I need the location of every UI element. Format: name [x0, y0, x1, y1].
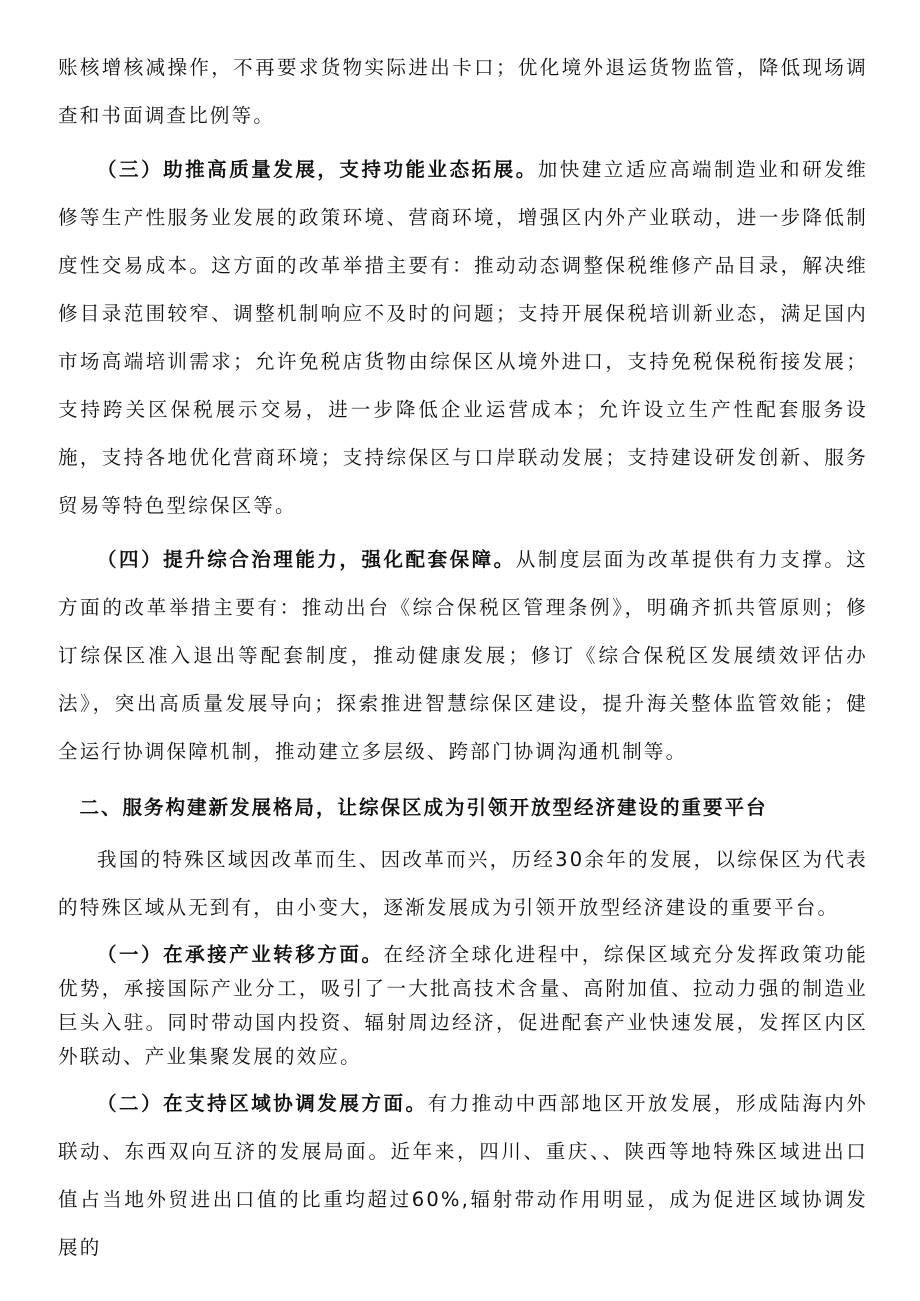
paragraph-text: 加快建立适应高端制造业和研发维修等生产性服务业发展的政策环境、营商环境，增强区内外产业联动，进一步降低制度性交易成本。这方面的改革举措主要有：推动动态调整保税维修产品目录，解决维修目录范围较窄、调整机制响应不及时的问题；支持开展保税培训新业态，满足国内市场高端培训需求；允许免税店货物由综保区从境外进口，支持免税保税衔接发展；支持跨关区保税展示交易，进一步降低企业运营成本；允许设立生产性配套服务设施，支持各地优化营商环境；支持综保区与口岸联动发展；支持建设研发创新、服务贸易等特色型综保区等。 — [58, 158, 868, 517]
section-heading: 二、服务构建新发展格局，让综保区成为引领开放型经济建设的重要平台 — [79, 796, 768, 819]
paragraph-four — [58, 536, 868, 776]
paragraph-text: 账核增核减操作，不再要求货物实际进出卡口；优化境外退运货物监管，降低现场调查和书面调查比例等。 — [58, 56, 868, 127]
paragraph-text: 有力推动中西部地区开放发展，形成陆海内外联动、东西双向互济的发展局面。近年来，四川、重庆、、陕西等地特殊区域进出口值占当地外贸进出口值的比重均超过60%,辐射带动作用明显，成为促进区域协调发展的 — [58, 1092, 868, 1259]
section-intro-paragraph — [58, 836, 868, 932]
paragraph-lead: （一）在承接产业转移方面。 — [97, 943, 384, 966]
paragraph-industry-transfer — [58, 938, 868, 1074]
paragraph-regional-coordination — [58, 1080, 868, 1272]
paragraph-text: 从制度层面为改革提供有力支撑。这方面的改革举措主要有：推动出台《综合保税区管理条例》，明确齐抓共管原则；修订综保区准入退出等配套制度，推动健康发展；修订《综合保税区发展绩效评估办法》，突出高质量发展导向；探索推进智慧综保区建设，提升海关整体监管效能；健全运行协调保障机制，推动建立多层级、跨部门协调沟通机制等。 — [58, 548, 868, 763]
paragraph-text: 我国的特殊区域因改革而生、因改革而兴，历经30余年的发展，以综保区为代表的特殊区域从无到有，由小变大，逐渐发展成为引领开放型经济建设的重要平台。 — [58, 848, 868, 919]
paragraph-lead: （四）提升综合治理能力，强化配套保障。 — [97, 548, 516, 571]
paragraph-lead: （三）助推高质量发展，支持功能业态拓展。 — [97, 158, 538, 181]
paragraph-lead: （二）在支持区域协调发展方面。 — [97, 1092, 428, 1115]
paragraph-three — [58, 146, 868, 530]
paragraph-text: 在经济全球化进程中，综保区域充分发挥政策功能优势，承接国际产业分工，吸引了一大批高技术含量、高附加值、拉动力强的制造业巨头入驻。同时带动国内投资、辐射周边经济，促进配套产业快速发展，发挥区内区外联动、产业集聚发展的效应。 — [58, 943, 868, 1068]
paragraph-continuation — [58, 44, 868, 140]
